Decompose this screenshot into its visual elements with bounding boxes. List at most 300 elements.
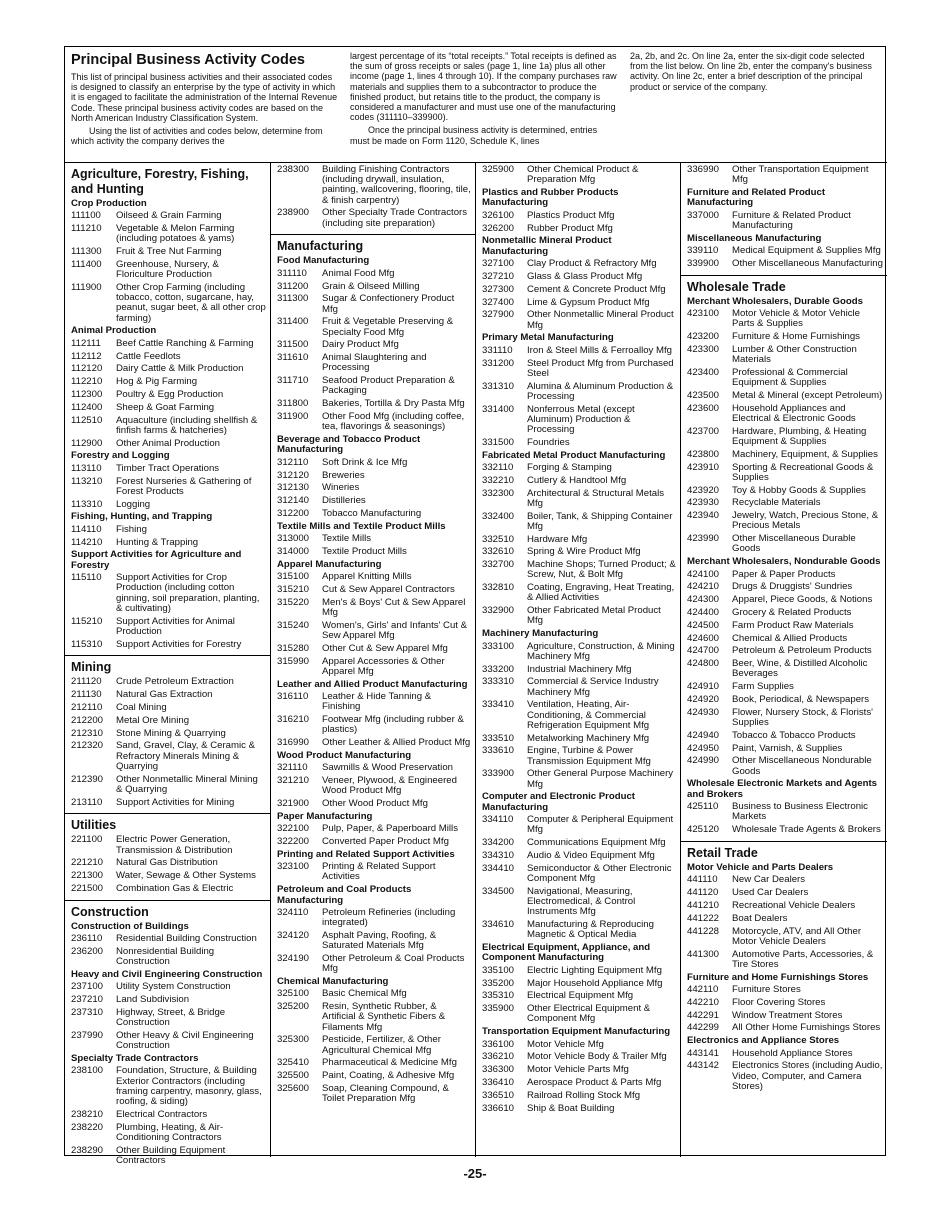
activity-label: Hardware Mfg xyxy=(527,533,588,545)
activity-entry xyxy=(71,403,266,413)
activity-label: Other Miscellaneous Manufacturing xyxy=(732,258,883,270)
activity-code: 332510 xyxy=(482,533,515,545)
activity-code: 323100 xyxy=(277,861,310,873)
activity-entry xyxy=(687,404,883,424)
intro-column-3 xyxy=(630,51,880,95)
activity-label: Steel Product Mfg from Purchased Steel xyxy=(527,357,674,379)
activity-code: 312140 xyxy=(277,495,310,507)
activity-label: Motorcycle, ATV, and All Other Motor Vehicle Dealers xyxy=(732,925,862,947)
activity-entry xyxy=(687,463,883,483)
activity-label: Petroleum Refineries (including integrated) xyxy=(322,907,456,929)
subsection-title: Printing and Related Support Activities xyxy=(277,848,455,860)
subsection-title: Electronics and Appliance Stores xyxy=(687,1035,840,1047)
activity-label: Cut & Sew Apparel Contractors xyxy=(322,584,455,595)
subsection-title: Electrical Equipment, Appliance, and Component Manufacturing xyxy=(482,942,651,964)
activity-code: 325200 xyxy=(277,1001,310,1013)
activity-entry xyxy=(277,776,471,796)
activity-label: Wineries xyxy=(322,482,360,494)
activity-label: Metal Ore Mining xyxy=(116,714,190,726)
activity-code: 316990 xyxy=(277,737,310,748)
activity-label: Floor Covering Stores xyxy=(732,996,826,1008)
activity-code: 423300 xyxy=(687,344,720,356)
activity-entry xyxy=(71,1110,266,1120)
activity-label: Apparel Knitting Mills xyxy=(322,571,412,583)
activity-code: 443141 xyxy=(687,1047,720,1059)
activity-entry xyxy=(277,483,471,493)
activity-entry xyxy=(71,858,266,868)
activity-entry xyxy=(687,1049,883,1059)
activity-code: 335310 xyxy=(482,990,515,1002)
activity-label: Printing & Related Support Activities xyxy=(322,861,436,883)
subsection-title: Chemical Manufacturing xyxy=(277,976,389,988)
code-column-2 xyxy=(271,163,476,1157)
activity-entry xyxy=(277,837,471,847)
subsection-title: Apparel Manufacturing xyxy=(277,558,382,570)
activity-label: Foundation, Structure, & Building Exterior Contractors (including framing carpentry, masonry, glass, roofing, & siding) xyxy=(116,1065,262,1107)
activity-label: Furniture Stores xyxy=(732,983,801,995)
activity-label: Other Fabricated Metal Product Mfg xyxy=(527,605,661,627)
activity-label: Other Crop Farming (including tobacco, cotton, sugarcane, hay, peanut, sugar beet, & all other crop farming) xyxy=(116,282,266,324)
activity-label: Men's & Boys' Cut & Sew Apparel Mfg xyxy=(322,596,466,618)
activity-entry xyxy=(482,991,676,1001)
page-title: Principal Business Activity Codes xyxy=(71,52,305,68)
activity-label: Petroleum & Petroleum Products xyxy=(732,645,872,657)
activity-label: Plumbing, Heating, & Air-Conditioning Contractors xyxy=(116,1121,224,1143)
activity-code: 238300 xyxy=(277,164,310,175)
activity-entry xyxy=(277,340,471,350)
subsection-title: Forestry and Logging xyxy=(71,450,170,462)
activity-label: Utility System Construction xyxy=(116,981,231,993)
activity-code: 315990 xyxy=(277,655,310,667)
activity-code: 311610 xyxy=(277,352,309,364)
activity-code: 333900 xyxy=(482,768,515,780)
activity-label: Boiler, Tank, & Shipping Container Mfg xyxy=(527,510,673,532)
activity-entry xyxy=(277,738,471,748)
activity-label: Other Wood Product Mfg xyxy=(322,798,428,809)
activity-label: Computer & Peripheral Equipment Mfg xyxy=(527,814,674,836)
activity-entry xyxy=(687,165,883,185)
activity-entry xyxy=(277,621,471,641)
activity-entry xyxy=(482,259,676,269)
activity-label: Basic Chemical Mfg xyxy=(322,988,407,1000)
intro-paragraph: Once the principal business activity is determined, entries must be made on Form 1120, Schedule K, lines xyxy=(350,125,598,146)
activity-entry xyxy=(482,838,676,848)
subsection-title: Specialty Trade Contractors xyxy=(71,1052,199,1064)
activity-code: 115310 xyxy=(71,638,103,650)
activity-code: 334500 xyxy=(482,885,515,897)
activity-code: 424990 xyxy=(687,755,720,767)
activity-entry xyxy=(277,509,471,519)
activity-entry xyxy=(482,489,676,509)
activity-entry xyxy=(71,982,266,992)
activity-code: 322200 xyxy=(277,836,310,847)
activity-label: Jewelry, Watch, Precious Stone, & Precious Metals xyxy=(732,510,879,532)
activity-label: Metalworking Machinery Mfg xyxy=(527,732,650,744)
activity-label: Support Activities for Forestry xyxy=(116,638,242,650)
activity-code: 311400 xyxy=(277,316,309,328)
activity-code: 424210 xyxy=(687,581,720,593)
activity-label: Natural Gas Distribution xyxy=(116,857,218,869)
activity-entry xyxy=(71,617,266,637)
activity-code: 424920 xyxy=(687,693,720,705)
activity-entry xyxy=(687,985,883,995)
activity-label: Breweries xyxy=(322,469,365,481)
activity-entry xyxy=(277,585,471,595)
activity-label: Beef Cattle Ranching & Farming xyxy=(116,337,254,349)
subsection-title: Motor Vehicle and Parts Dealers xyxy=(687,861,834,873)
activity-entry xyxy=(687,511,883,531)
activity-label: Residential Building Construction xyxy=(116,933,257,945)
activity-entry xyxy=(687,634,883,644)
activity-code: 423100 xyxy=(687,308,720,320)
activity-code: 336410 xyxy=(482,1077,515,1089)
activity-entry xyxy=(482,815,676,835)
intro-column-1 xyxy=(71,51,339,149)
activity-code: 423940 xyxy=(687,510,720,522)
activity-label: Household Appliances and Electrical & Electronic Goods xyxy=(732,402,856,425)
activity-entry xyxy=(71,703,266,713)
activity-entry xyxy=(687,888,883,898)
activity-code: 333510 xyxy=(482,732,515,744)
activity-code: 336210 xyxy=(482,1051,515,1063)
activity-entry xyxy=(71,1123,266,1143)
activity-code: 311800 xyxy=(277,398,309,410)
activity-label: Tobacco & Tobacco Products xyxy=(732,729,856,741)
activity-label: Other Cut & Sew Apparel Mfg xyxy=(322,642,448,654)
activity-label: Water, Sewage & Other Systems xyxy=(116,870,256,882)
activity-label: Bakeries, Tortilla & Dry Pasta Mfg xyxy=(322,398,465,410)
activity-label: Railroad Rolling Stock Mfg xyxy=(527,1089,641,1101)
activity-code: 325300 xyxy=(277,1034,310,1046)
activity-code: 441228 xyxy=(687,925,720,937)
activity-label: Plastics Product Mfg xyxy=(527,209,615,221)
activity-label: Seafood Product Preparation & Packaging xyxy=(322,375,455,397)
activity-code: 336100 xyxy=(482,1038,515,1050)
activity-code: 112300 xyxy=(71,389,103,400)
activity-label: New Car Dealers xyxy=(732,874,806,886)
activity-entry xyxy=(482,746,676,766)
activity-code: 112112 xyxy=(71,350,102,362)
activity-entry xyxy=(687,914,883,924)
activity-label: Recreational Vehicle Dealers xyxy=(732,899,856,911)
activity-entry xyxy=(482,382,676,402)
activity-entry xyxy=(482,298,676,308)
code-column-4 xyxy=(681,163,887,1157)
activity-entry xyxy=(687,756,883,776)
activity-label: Other Petroleum & Coal Products Mfg xyxy=(322,953,465,975)
activity-label: Sawmills & Wood Preservation xyxy=(322,762,453,774)
activity-code: 334200 xyxy=(482,837,515,849)
activity-entry xyxy=(482,359,676,379)
activity-label: Natural Gas Extraction xyxy=(116,689,213,701)
activity-code: 324110 xyxy=(277,907,309,919)
activity-entry xyxy=(277,715,471,735)
activity-entry xyxy=(277,471,471,481)
activity-label: Textile Product Mills xyxy=(322,546,407,557)
activity-code: 423930 xyxy=(687,497,720,509)
activity-code: 424950 xyxy=(687,742,720,754)
activity-entry xyxy=(482,560,676,580)
activity-code: 441120 xyxy=(687,887,719,899)
activity-label: Furniture & Related Product Manufacturing xyxy=(732,209,851,232)
activity-label: Dairy Product Mfg xyxy=(322,339,399,351)
activity-entry xyxy=(71,573,266,614)
activity-code: 322100 xyxy=(277,823,310,835)
activity-label: Electric Lighting Equipment Mfg xyxy=(527,964,662,976)
activity-code: 311300 xyxy=(277,293,309,305)
subsection-title: Food Manufacturing xyxy=(277,255,370,267)
activity-code: 335900 xyxy=(482,1003,515,1015)
activity-code: 112120 xyxy=(71,363,103,375)
activity-code: 423910 xyxy=(687,461,720,473)
activity-entry xyxy=(71,260,266,280)
activity-entry xyxy=(482,346,676,356)
intro-paragraph: 2a, 2b, and 2c. On line 2a, enter the six-digit code selected from the list below. On line 2b, enter the company's business activity. On line 2c, enter a brief description of the principal product or service of the company. xyxy=(630,51,872,92)
activity-label: Animal Food Mfg xyxy=(322,267,395,279)
activity-entry xyxy=(71,283,266,324)
activity-label: Other Leather & Allied Product Mfg xyxy=(322,737,471,748)
activity-entry xyxy=(71,416,266,436)
subsection-title: Furniture and Home Furnishings Stores xyxy=(687,971,869,983)
activity-code: 315240 xyxy=(277,619,310,631)
subsection-title: Fishing, Hunting, and Trapping xyxy=(71,511,213,523)
activity-code: 212320 xyxy=(71,740,104,752)
activity-entry xyxy=(687,998,883,1008)
activity-label: Other Heavy & Civil Engineering Construction xyxy=(116,1029,254,1052)
activity-code: 442291 xyxy=(687,1009,720,1021)
subsection-title: Merchant Wholesalers, Nondurable Goods xyxy=(687,556,881,568)
subsection-title: Leather and Allied Product Manufacturing xyxy=(277,678,468,690)
activity-label: Timber Tract Operations xyxy=(116,462,220,474)
activity-label: Machine Shops; Turned Product; & Screw, Nut, & Bolt Mfg xyxy=(527,559,676,581)
subsection-title: Support Activities for Agriculture and Forestry xyxy=(71,549,242,571)
activity-label: Animal Slaughtering and Processing xyxy=(322,352,427,374)
activity-entry xyxy=(277,931,471,951)
activity-label: Nonresidential Building Construction xyxy=(116,945,215,968)
activity-entry xyxy=(277,412,471,432)
activity-code: 327300 xyxy=(482,283,515,295)
activity-label: Communications Equipment Mfg xyxy=(527,837,666,849)
activity-code: 336510 xyxy=(482,1089,515,1101)
activity-entry xyxy=(482,512,676,532)
activity-label: Flower, Nursery Stock, & Florists' Supplies xyxy=(732,706,873,728)
activity-label: Combination Gas & Electric xyxy=(116,882,234,894)
activity-code: 332400 xyxy=(482,510,515,522)
activity-entry xyxy=(277,598,471,618)
activity-label: Fruit & Vegetable Preserving & Specialty Food Mfg xyxy=(322,316,454,338)
activity-code: 325600 xyxy=(277,1083,310,1095)
activity-label: Business to Business Electronic Markets xyxy=(732,801,868,823)
subsection-title: Transportation Equipment Manufacturing xyxy=(482,1026,671,1038)
activity-code: 114210 xyxy=(71,536,103,548)
activity-label: Engine, Turbine & Power Transmission Equipment Mfg xyxy=(527,745,651,767)
activity-label: Other Specialty Trade Contractors (including site preparation) xyxy=(322,207,468,229)
activity-entry xyxy=(71,390,266,400)
activity-label: Other Building Equipment Contractors xyxy=(116,1144,226,1166)
activity-code: 238290 xyxy=(71,1144,104,1156)
activity-code: 112111 xyxy=(71,337,101,349)
activity-label: Ventilation, Heating, Air-Conditioning, & Commercial Refrigeration Equipment Mfg xyxy=(527,699,650,731)
section-title: Utilities xyxy=(71,818,117,833)
activity-code: 115210 xyxy=(71,615,103,627)
activity-label: Motor Vehicle Parts Mfg xyxy=(527,1064,629,1076)
industry-section xyxy=(65,814,270,900)
activity-entry xyxy=(482,1004,676,1024)
activity-label: Industrial Machinery Mfg xyxy=(527,663,632,675)
subsection-title: Merchant Wholesalers, Durable Goods xyxy=(687,295,863,307)
activity-entry xyxy=(687,621,883,631)
activity-code: 114110 xyxy=(71,523,102,535)
activity-entry xyxy=(687,211,883,231)
activity-label: Clay Product & Refractory Mfg xyxy=(527,258,657,270)
activity-code: 332210 xyxy=(482,474,515,486)
activity-entry xyxy=(482,438,676,448)
activity-entry xyxy=(71,477,266,497)
industry-section xyxy=(65,901,270,1172)
activity-entry xyxy=(277,989,471,999)
activity-entry xyxy=(687,309,883,329)
activity-code: 336990 xyxy=(687,164,720,175)
activity-code: 113210 xyxy=(71,475,103,487)
activity-label: Support Activities for Mining xyxy=(116,796,235,808)
activity-entry xyxy=(687,1011,883,1021)
activity-entry xyxy=(482,665,676,675)
activity-entry xyxy=(687,391,883,401)
subsection-title: Miscellaneous Manufacturing xyxy=(687,232,822,244)
activity-entry xyxy=(71,716,266,726)
activity-label: Hunting & Trapping xyxy=(116,536,199,548)
activity-entry xyxy=(687,259,883,269)
activity-label: Veneer, Plywood, & Engineered Wood Product Mfg xyxy=(322,775,457,797)
activity-label: Vegetable & Melon Farming (including potatoes & yams) xyxy=(116,223,235,245)
activity-label: Audio & Video Equipment Mfg xyxy=(527,850,655,862)
activity-entry xyxy=(71,995,266,1005)
activity-code: 325500 xyxy=(277,1070,310,1082)
activity-code: 424910 xyxy=(687,681,720,693)
subsection-title: Machinery Manufacturing xyxy=(482,628,599,640)
intro-paragraph: Using the list of activities and codes below, determine from which activity the company derives the xyxy=(71,126,323,147)
activity-entry xyxy=(687,368,883,388)
activity-entry xyxy=(687,659,883,679)
subsection-title: Paper Manufacturing xyxy=(277,810,373,822)
activity-code: 423920 xyxy=(687,484,720,496)
activity-label: Navigational, Measuring, Electromedical, & Control Instruments Mfg xyxy=(527,885,636,918)
activity-code: 316110 xyxy=(277,691,309,702)
activity-label: Wholesale Trade Agents & Brokers xyxy=(732,824,881,836)
activity-entry xyxy=(71,947,266,967)
activity-entry xyxy=(277,294,471,314)
activity-label: Chemical & Allied Products xyxy=(732,632,848,644)
activity-label: Cement & Concrete Product Mfg xyxy=(527,283,666,295)
activity-entry xyxy=(482,979,676,989)
activity-code: 211130 xyxy=(71,689,102,701)
activity-entry xyxy=(277,1058,471,1068)
activity-label: Greenhouse, Nursery, & Floriculture Production xyxy=(116,259,219,281)
activity-entry xyxy=(277,165,471,206)
activity-entry xyxy=(71,798,266,808)
activity-code: 326100 xyxy=(482,209,515,221)
subsection-title: Crop Production xyxy=(71,198,147,209)
activity-code: 332110 xyxy=(482,462,514,474)
activity-code: 325100 xyxy=(277,988,310,1000)
activity-entry xyxy=(277,534,471,544)
activity-code: 335200 xyxy=(482,977,515,989)
activity-code: 423200 xyxy=(687,331,720,343)
activity-entry xyxy=(482,769,676,789)
activity-entry xyxy=(71,741,266,772)
activity-label: Oilseed & Grain Farming xyxy=(116,210,222,222)
activity-entry xyxy=(71,884,266,894)
activity-code: 331200 xyxy=(482,357,515,369)
activity-label: Machinery, Equipment, & Supplies xyxy=(732,448,878,460)
activity-entry xyxy=(482,310,676,330)
activity-label: Other Miscellaneous Nondurable Goods xyxy=(732,755,872,777)
activity-code: 443142 xyxy=(687,1060,720,1072)
activity-code: 315100 xyxy=(277,571,310,583)
activity-code: 311500 xyxy=(277,339,309,351)
activity-entry xyxy=(71,352,266,362)
activity-label: Hardware, Plumbing, & Heating Equipment & Supplies xyxy=(732,425,867,448)
activity-code: 311900 xyxy=(277,411,309,422)
activity-code: 441300 xyxy=(687,948,720,960)
section-title: Manufacturing xyxy=(277,239,364,254)
activity-code: 311710 xyxy=(277,375,309,387)
activity-label: Sporting & Recreational Goods & Supplies xyxy=(732,461,874,483)
activity-entry xyxy=(482,851,676,861)
activity-code: 441210 xyxy=(687,899,720,911)
activity-entry xyxy=(482,887,676,918)
activity-entry xyxy=(71,500,266,510)
activity-label: Glass & Glass Product Mfg xyxy=(527,271,643,283)
activity-code: 327210 xyxy=(482,271,515,283)
activity-code: 333610 xyxy=(482,745,515,757)
activity-entry xyxy=(277,399,471,409)
activity-code: 423800 xyxy=(687,448,720,460)
activity-entry xyxy=(277,1035,471,1055)
activity-entry xyxy=(71,934,266,944)
activity-code: 211120 xyxy=(71,676,102,688)
activity-label: Other Transportation Equipment Mfg xyxy=(732,164,869,186)
activity-label: Fruit & Tree Nut Farming xyxy=(116,246,222,258)
activity-label: Highway, Street, & Bridge Construction xyxy=(116,1006,226,1029)
activity-code: 324120 xyxy=(277,930,310,942)
activity-code: 111210 xyxy=(71,223,102,235)
activity-entry xyxy=(71,775,266,795)
activity-entry xyxy=(277,208,471,228)
activity-entry xyxy=(687,802,883,822)
activity-label: Aquaculture (including shellfish & finfish farms & hatcheries) xyxy=(116,414,258,436)
activity-label: Pulp, Paper, & Paperboard Mills xyxy=(322,823,458,835)
activity-entry xyxy=(482,1052,676,1062)
intro-paragraph: largest percentage of its “total receipts.” Total receipts is defined as the sum of gross receipts or sales (page 1, line 1a) plus all other income (page 1, lines 4 through 10). If the company purchases raw materials and supplies them to a subcontractor to produce the finished product, but retains title to the product, the company is considered a manufacturer and must use one of the manufacturing codes (311110–339900). xyxy=(350,51,617,123)
activity-entry xyxy=(687,345,883,365)
page-number: -25- xyxy=(463,1166,487,1181)
activity-entry xyxy=(277,458,471,468)
activity-label: Window Treatment Stores xyxy=(732,1009,843,1021)
subsection-title: Computer and Electronic Product Manufacturing xyxy=(482,791,635,813)
activity-entry xyxy=(687,450,883,460)
activity-label: Electronics Stores (including Audio, Video, Computer, and Camera Stores) xyxy=(732,1060,883,1092)
activity-code: 325410 xyxy=(277,1057,310,1069)
activity-code: 333310 xyxy=(482,676,515,688)
activity-code: 315220 xyxy=(277,596,310,608)
subsection-title: Primary Metal Manufacturing xyxy=(482,332,614,344)
activity-entry xyxy=(277,763,471,773)
activity-code: 327400 xyxy=(482,296,515,308)
activity-label: Support Activities for Crop Production (including cotton ginning, soil preparation, planting, & cultivating) xyxy=(116,572,260,614)
activity-code: 332810 xyxy=(482,582,515,594)
activity-entry xyxy=(482,734,676,744)
